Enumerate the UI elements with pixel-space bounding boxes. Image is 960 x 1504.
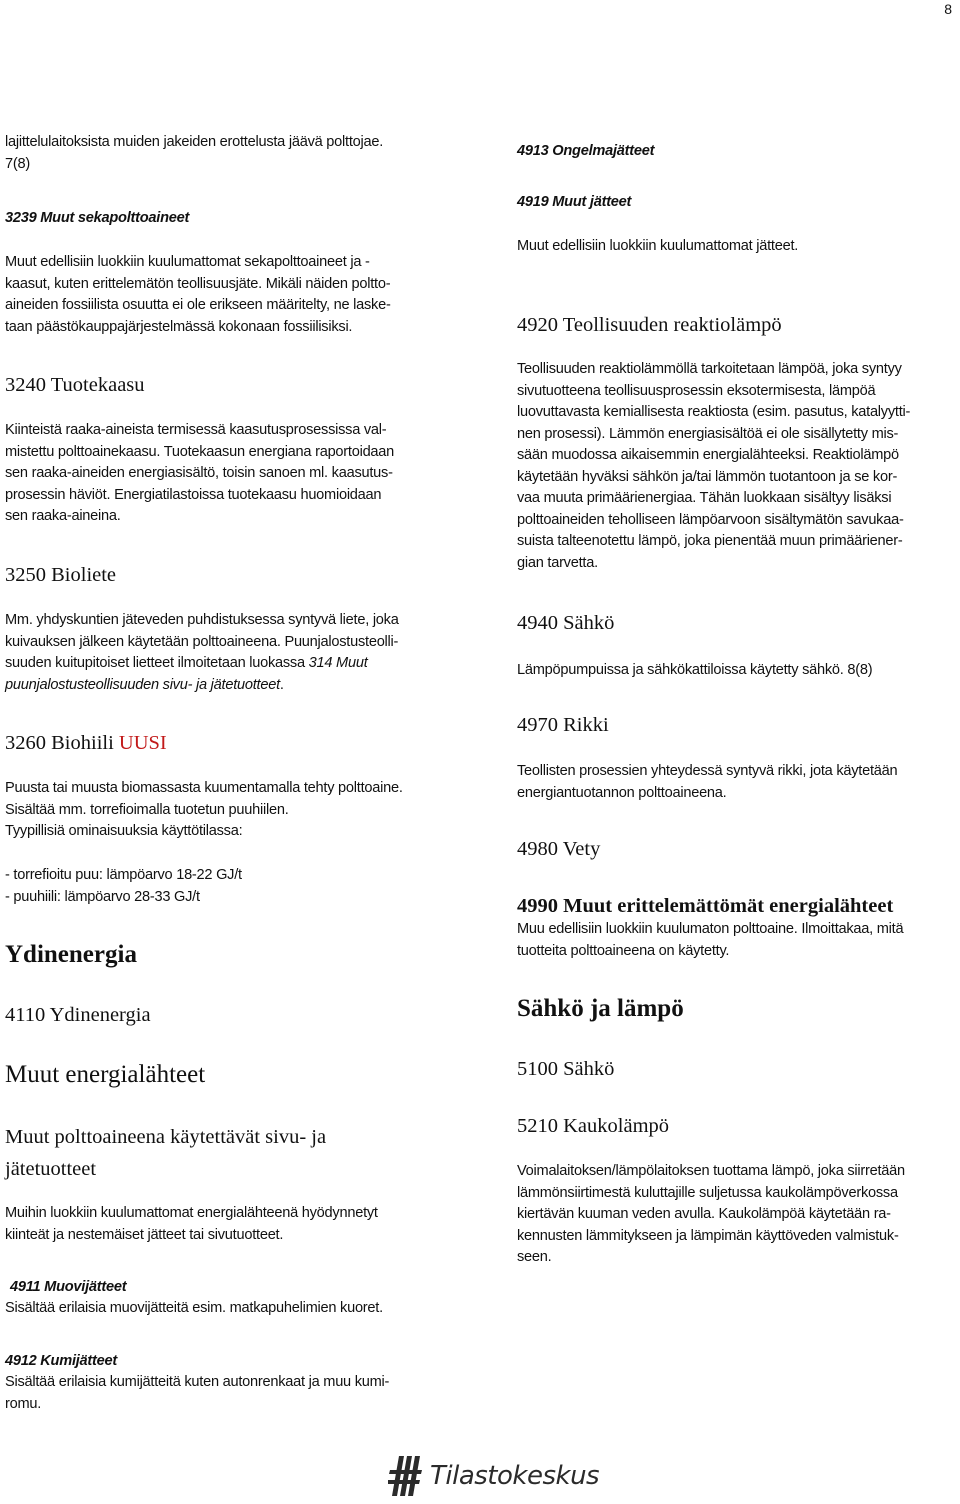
section-3260-title-text: 3260 Biohiili xyxy=(5,732,114,754)
section-4110-title: 4110 Ydinenergia xyxy=(5,1004,151,1026)
text-line: Sisältää mm. torrefioimalla tuotetun puuhiilen. xyxy=(5,801,289,818)
text-line: Teollisuuden reaktiolämmöllä tarkoitetaan lämpöä, joka syntyy xyxy=(517,361,902,377)
title-line: Muut polttoaineena käytettävät sivu- ja xyxy=(5,1126,327,1148)
text-line: 7(8) xyxy=(5,155,30,172)
text-line: romu. xyxy=(5,1395,42,1412)
muut-energialahteet-heading: Muut energialähteet xyxy=(5,1061,206,1088)
section-4970-text xyxy=(517,761,897,804)
list-item: - torrefioitu puu: lämpöarvo 18-22 GJ/t xyxy=(5,867,242,883)
text-line: sään muodossa aikaisemmin energialähteeksi. Reaktiolämpö xyxy=(517,447,899,463)
section-4970-title: 4970 Rikki xyxy=(517,714,609,736)
sahko-ja-lampo-heading: Sähkö ja lämpö xyxy=(517,995,684,1022)
text-line xyxy=(5,653,399,675)
text-line: polttoaineiden teholliseen lämpöarvoon sisältymätön savukaa- xyxy=(517,511,904,528)
text-line: Muihin luokkiin kuulumattomat energialähteenä hyödynnetyt xyxy=(5,1205,378,1221)
text-line: lajittelulaitoksista muiden jakeiden erottelusta jäävä polttojae. xyxy=(5,134,384,150)
text-line: Mm. yhdyskuntien jäteveden puhdistuksessa syntyvä liete, joka xyxy=(5,612,399,628)
text-line: kiertävän kuuman veden avulla. Kaukolämpöä käytetään ra- xyxy=(517,1206,891,1222)
section-4919-text: Muut edellisiin luokkiin kuulumattomat jätteet. xyxy=(517,238,799,254)
text-line: suista talteenotettu lämpö, joka pienentää muun primääriener- xyxy=(517,533,903,549)
text-line: kiinteät ja nestemäiset jätteet tai sivutuotteet. xyxy=(5,1226,284,1243)
section-3250-title: 3250 Bioliete xyxy=(5,564,117,586)
section-4940-title: 4940 Sähkö xyxy=(517,612,615,634)
text-line: Muu edellisiin luokkiin kuulumaton polttoaine. Ilmoittakaa, mitä xyxy=(517,921,904,937)
muut-polttoaineena-text xyxy=(5,1203,378,1246)
section-3260-title xyxy=(5,730,167,756)
text-line: taan päästökauppajärjestelmässä kokonaan fossiilisiksi. xyxy=(5,318,353,335)
text-line: Teollisten prosessien yhteydessä syntyvä rikki, jota käytetään xyxy=(517,763,898,779)
text-span: . xyxy=(279,676,284,693)
section-4912-text xyxy=(5,1372,389,1415)
section-4940-text: Lämpöpumpuissa ja sähkökattiloissa käytetty sähkö. 8(8) xyxy=(517,662,873,678)
text-line: sivutuotteena teollisuusprosessin eksotermisesta, lämpöä xyxy=(517,382,876,399)
text-line: sen raaka-aineiden energiasisältö, toisin sanoen ml. kaasutus- xyxy=(5,465,393,481)
section-4920-title: 4920 Teollisuuden reaktiolämpö xyxy=(517,314,782,336)
text-line: energiantuotannon polttoaineena. xyxy=(517,784,727,801)
text-line: luovuttavasta kemiallisesta reaktiosta (esim. pasutus, katalyytti- xyxy=(517,404,911,420)
text-line: Puusta tai muusta biomassasta kuumentamalla tehty polttoaine. xyxy=(5,780,403,796)
text-line: aineiden fossiilista osuutta ei ole erikseen määritelty, ne laske- xyxy=(5,297,391,313)
page-number: 8 xyxy=(944,1,952,17)
text-line: tuotteita polttoaineena on käytetty. xyxy=(517,942,730,959)
section-3239-text xyxy=(5,252,391,338)
section-3260-list xyxy=(5,865,242,908)
text-line: vaa muuta primäärienergiaa. Tähän luokkaan sisältyy lisäksi xyxy=(517,490,892,506)
text-line: mistettu polttoainekaasu. Tuotekaasun energiana raportoidaan xyxy=(5,443,395,460)
section-4919-title: 4919 Muut jätteet xyxy=(517,194,632,210)
text-line: nen prosessi). Lämmön energiasisältöä ei ole sisällytetty mis- xyxy=(517,425,899,442)
italic-reference: puunjalostusteollisuuden sivu- ja jätetuotteet xyxy=(5,676,280,693)
text-line xyxy=(5,675,399,697)
section-5210-text xyxy=(517,1161,905,1269)
section-4990-title: 4990 Muut erittelemättömät energialähteet xyxy=(517,895,894,917)
text-line: Tyypillisiä ominaisuuksia käyttötilassa: xyxy=(5,823,243,839)
section-3239-title: 3239 Muut sekapolttoaineet xyxy=(5,210,190,226)
new-badge: UUSI xyxy=(118,732,167,754)
section-4920-text xyxy=(517,359,910,574)
title-line: jätetuotteet xyxy=(5,1158,97,1180)
text-line: sen raaka-aineina. xyxy=(5,508,121,524)
footer-logo xyxy=(388,1456,599,1496)
muut-polttoaineena-title xyxy=(5,1121,326,1185)
text-line: Kiinteistä raaka-aineista termisessä kaasutusprosessissa val- xyxy=(5,422,387,438)
text-line: Muut edellisiin luokkiin kuulumattomat sekapolttoaineet ja - xyxy=(5,254,370,270)
section-5210-title: 5210 Kaukolämpö xyxy=(517,1115,670,1137)
section-3240-text xyxy=(5,420,394,528)
section-5100-title: 5100 Sähkö xyxy=(517,1058,615,1080)
text-line: kaasut, kuten erittelemätön teollisuusjäte. Mikäli näiden poltto- xyxy=(5,275,391,292)
section-4913-title: 4913 Ongelmajätteet xyxy=(517,143,655,159)
section-3250-text xyxy=(5,610,399,696)
logo-text: Tilastokeskus xyxy=(430,1461,600,1491)
list-item: - puuhiili: lämpöarvo 28-33 GJ/t xyxy=(5,888,200,905)
text-line: seen. xyxy=(517,1249,552,1265)
ydinenergia-heading: Ydinenergia xyxy=(5,941,137,968)
section-3240-title: 3240 Tuotekaasu xyxy=(5,374,145,396)
section-4980-title: 4980 Vety xyxy=(517,838,601,860)
section-4911-text: Sisältää erilaisia muovijätteitä esim. matkapuhelimien kuoret. xyxy=(5,1300,383,1316)
text-line: kuivauksen jälkeen käytetään polttoaineena. Puunjalostusteolli- xyxy=(5,633,399,650)
section-3260-text xyxy=(5,778,403,843)
text-line: Voimalaitoksen/lämpölaitoksen tuottama lämpö, joka siirretään xyxy=(517,1163,905,1179)
section-4990-text xyxy=(517,919,903,962)
text-line: käytetään hyväksi sähkön ja/tai lämmön tuotantoon ja se kor- xyxy=(517,468,898,485)
text-span: suuden kuitupitoiset lietteet ilmoitetaan luokassa xyxy=(5,655,305,671)
text-line: lämmönsiirtimestä kuluttajille suljetussa kaukolämpöverkossa xyxy=(517,1184,898,1201)
text-line: gian tarvetta. xyxy=(517,554,598,571)
tilastokeskus-logo-icon xyxy=(388,1456,424,1496)
text-line: kennusten lämmitykseen ja lämpimän käyttöveden valmistuk- xyxy=(517,1227,899,1244)
italic-reference: 314 Muut xyxy=(308,655,368,671)
section-4912-title: 4912 Kumijätteet xyxy=(5,1353,117,1369)
text-line: prosessin häviöt. Energiatilastoissa tuotekaasu huomioidaan xyxy=(5,486,382,503)
intro-paragraph xyxy=(5,132,383,175)
section-4911-title: 4911 Muovijätteet xyxy=(10,1279,127,1295)
text-line: Sisältää erilaisia kumijätteitä kuten autonrenkaat ja muu kumi- xyxy=(5,1374,390,1390)
